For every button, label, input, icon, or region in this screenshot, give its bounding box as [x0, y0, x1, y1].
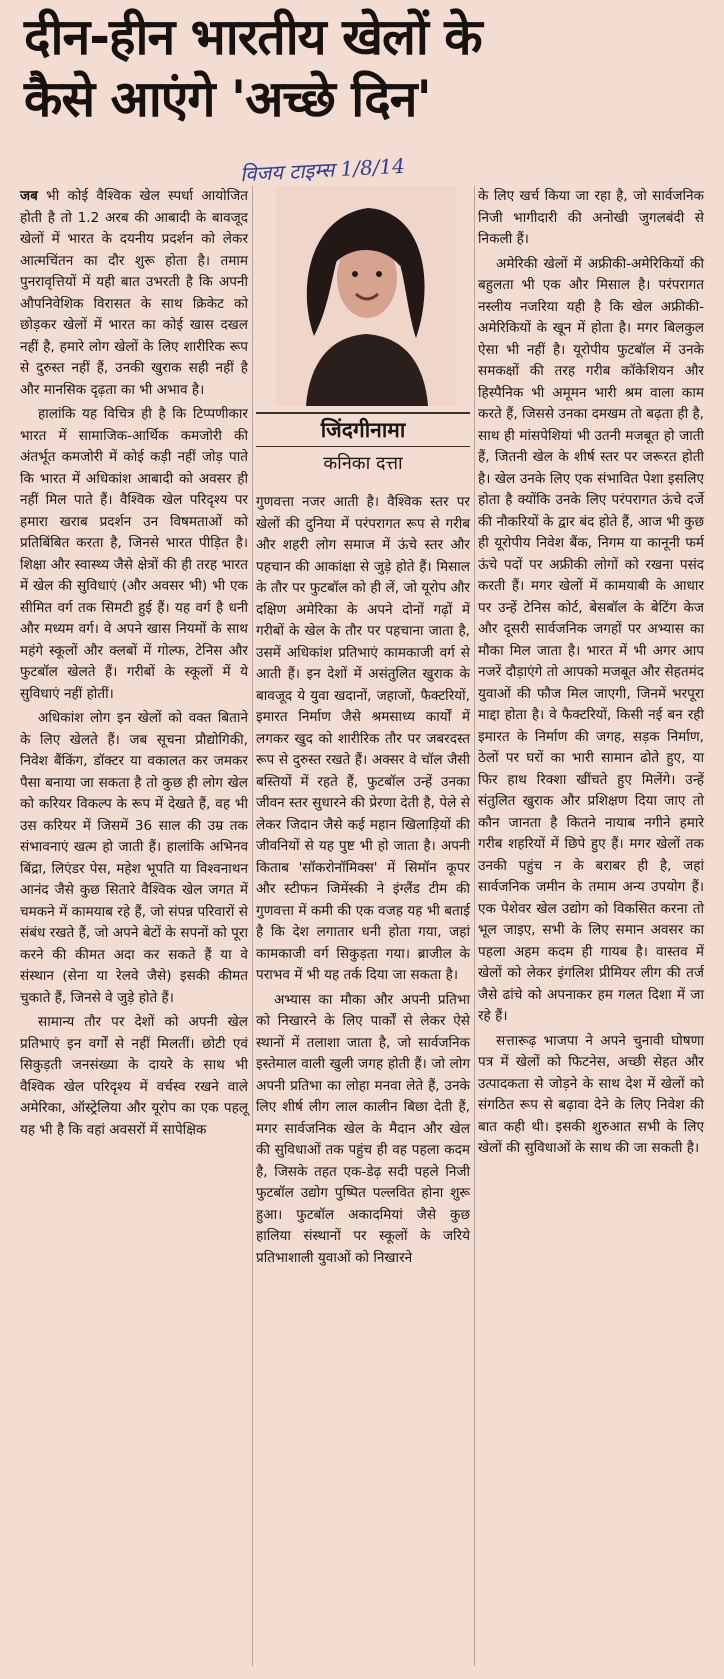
handwritten-annotation: विजय टाइम्स 1/8/14 — [239, 153, 406, 187]
paragraph: गुणवत्ता नजर आती है। वैश्विक स्तर पर खेलों की दुनिया में परंपरागत रूप से गरीब और शहरी लोग समाज में ऊंचे स्तर और पहचान की आकांक्षा से जुड़े होते हैं। मिसाल के तौर पर फुटबॉल को ही लें, जो यूरोप और दक्षिण अमेरिका के अपने दोनों गढ़ों में गरीबों के खेल के तौर पर पहचाना जाता है, उसमें अधिकांश प्रतिभाएं कामकाजी वर्ग से आती हैं। इन देशों में असंतुलित खुराक के बावजूद ये युवा खदानों, जहाजों, फैक्टरियों, इमारत निर्माण जैसे श्रमसाध्य कार्यों में लगकर खुद को शारीरिक तौर पर जबरदस्त रूप से दुरुस्त रखते हैं। अक्सर वे चॉल जैसी बस्तियों में रहते हैं, फुटबॉल उन्हें उनका जीवन स्तर सुधारने की प्रेरणा देती है, पेले से लेकर जिदान जैसे कई महान खिलाड़ियों की जीवनियों से यह पुष्ट भी हो जाता है। अपनी किताब 'सॉकरोनॉमिक्स' में सिमॉन कूपर और स्टीफन जिमेंस्की ने इंग्लैंड टीम की गुणवत्ता में कमी की एक वजह यह भी बताई है कि देश लगातार धनी होता गया, जहां कामकाजी वर्ग सिकुड़ता गया। ब्राजील के पराभव में भी यह तर्क दिया जा सकता है। — [256, 494, 470, 983]
portrait-photo-icon — [276, 186, 456, 406]
column-divider — [474, 186, 475, 1666]
article-headline — [24, 6, 704, 130]
article-column-1 — [20, 186, 248, 1144]
author-name: कनिका दत्ता — [323, 453, 403, 474]
paragraph: जब भी कोई वैश्विक खेल स्पर्धा आयोजित होती है तो 1.2 अरब की आबादी के बावजूद खेलों में भारत के दयनीय प्रदर्शन को लेकर आत्मचिंतन का दौर शुरू होता है। तमाम पुनरावृत्तियों में यही बात उभरती है कि अपनी औपनिवेशिक विरासत के साथ क्रिकेट को छोड़कर खेलों में भारत का कोई खास दखल नहीं है, हमारे लोग खेलों के लिए शारीरिक रूप से दुरुस्त नहीं हैं, उनकी खुराक सही नहीं है और मानसिक दृढ़ता का भी अभाव है। — [20, 188, 248, 398]
paragraph: सामान्य तौर पर देशों को अपनी खेल प्रतिभाएं इन वर्गों से नहीं मिलतीं। छोटी एवं सिकुड़ती जनसंख्या के दायरे के साथ भी वैश्विक खेल परिदृश्य में वर्चस्व रखने वाले अमेरिका, ऑस्ट्रेलिया और यूरोप का एक पहलू यह भी है कि वहां अवसरों में सापेक्षिक — [20, 1014, 248, 1138]
headline-line-2: कैसे आएंगे 'अच्छे दिन' — [24, 70, 431, 128]
paragraph: हालांकि यह विचित्र ही है कि टिप्पणीकार भारत में सामाजिक-आर्थिक कमजोरी की अंतर्भूत कमजोरी में कोई कड़ी नहीं जोड़ पाते कि भारत में अधिकांश आबादी को अवसर ही नहीं मिल पाते हैं। वैश्विक खेल परिदृश्य पर हमारा खराब प्रदर्शन उन विषमताओं को प्रतिबिंबित करता है, जिनसे भारत पीड़ित है। शिक्षा और स्वास्थ्य जैसे क्षेत्रों की ही तरह भारत में खेल की सुविधाएं (और अवसर भी) भी एक सीमित वर्ग तक सिमटी हुई हैं। यह वर्ग है धनी और मध्यम वर्ग। वे अपने खास नियमों के साथ महंगे स्कूलों और क्लबों में गोल्फ, टेनिस और फुटबॉल खेलते हैं। गरीबों के स्कूलों में ये सुविधाएं नहीं होतीं। — [20, 406, 248, 702]
article-column-2 — [256, 492, 470, 1272]
author-photo — [276, 186, 456, 406]
article-column-3 — [478, 186, 704, 1163]
paragraph: के लिए खर्च किया जा रहा है, जो सार्वजनिक निजी भागीदारी की अनोखी जुगलबंदी से निकली हैं। — [478, 188, 704, 247]
column-name: जिंदगीनामा — [256, 414, 470, 447]
column-divider — [252, 186, 253, 1666]
paragraph: अभ्यास का मौका और अपनी प्रतिभा को निखारने के लिए पार्कों से लेकर ऐसे स्थानों में तलाशा जाता है, जो सार्वजनिक इस्तेमाल वाली खुली जगह होती हैं। जो लोग अपनी प्रतिभा का लोहा मनवा लेते हैं, उनके लिए शीर्ष लीग लाल कालीन बिछा देती हैं, मगर सार्वजनिक खेल के मैदान और खेल की सुविधाओं तक पहुंच ही वह पहला कदम है, जिसके तहत एक-डेढ़ सदी पहले निजी फुटबॉल उद्योग पुष्पित पल्लवित होना शुरू हुआ। फुटबॉल अकादमियां जैसे कुछ हालिया संस्थानों पर स्कूलों के जरिये प्रतिभाशाली युवाओं को निखारने — [256, 991, 470, 1266]
drop-word: जब — [20, 188, 38, 204]
column-byline — [256, 412, 470, 481]
paragraph: सत्तारूढ़ भाजपा ने अपने चुनावी घोषणा पत्र में खेलों को फिटनेस, अच्छी सेहत और उत्पादकता से जोड़ने के साथ देश में खेलों को संगठित रूप से बढ़ावा देने के लिए निवेश की बात कही थी। इसकी शुरुआत सभी के लिए खेलों की सुविधाओं के साथ की जा सकती है। — [478, 1032, 704, 1156]
paragraph: अमेरिकी खेलों में अफ्रीकी-अमेरिकियों की बहुलता भी एक और मिसाल है। परंपरागत नस्लीय नजरिया यही है कि खेल अफ्रीकी-अमेरिकियों के खून में होता है। मगर बिलकुल ऐसा भी नहीं है। यूरोपीय फुटबॉल में उनके समकक्षों की तरह गरीब कॉकेशियन और हिस्पैनिक भी अमूमन भारी श्रम वाला काम करते हैं, जिससे उनका दमखम तो बढ़ता ही है, साथ ही मांसपेशियां भी उतनी मजबूत हो जाती हैं, जितनी खेल के शीर्ष स्तर पर जरूरत होती है। खेल उनके लिए एक संभावित पेशा इसलिए होता है क्योंकि उनके लिए परंपरागत ऊंचे दर्जे की नौकरियों के द्वार बंद होते हैं, आज भी कुछ ही यूरोपीय निवेश बैंक, निगम या कानूनी फर्म ऊंचे पदों पर अफ्रीकी लोगों को रखना पसंद करती हैं। मगर खेलों में कामयाबी के आधार पर उन्हें टेनिस कोर्ट, बेसबॉल के बेटिंग केज और दूसरी सार्वजनिक जगहों पर अभ्यास का मौका मिल जाता है। भारत में भी अगर आप नजरें दौड़ाएंगे तो आपको मजबूत और सेहतमंद युवाओं की फौज मिल जाएगी, जिनमें भरपूरा माद्दा होता है। वे फैक्टरियों, किसी नई बन रही इमारत के निर्माण की जगह, सड़क निर्माण, ठेलों पर घरों का भारी सामान ढोते हुए, या फिर हाथ रिक्शा खींचते हुए मिलेंगे। उन्हें संतुलित खुराक और प्रशिक्षण दिया जाए तो कौन जानता है कितने नायाब नगीने हमारे गरीब शहरियों में छिपे हुए हैं। मगर खेलों तक उनकी पहुंच न के बराबर ही है, जहां सार्वजनिक जमीन के तमाम अन्य उपयोग हैं। एक पेशेवर खेल उद्योग को विकसित करना तो भूल जाइए, सभी के लिए समान अवसर का पहला अहम कदम ही गायब है। वास्तव में खेलों को लेकर इंगलिश प्रीमियर लीग की तर्ज जैसे ढांचे को अपनाकर हम गलत दिशा में जा रहे हैं। — [478, 255, 704, 1024]
headline-line-1: दीन-हीन भारतीय खेलों के — [24, 8, 482, 66]
paragraph: अधिकांश लोग इन खेलों को वक्त बिताने के लिए खेलते हैं। जब सूचना प्रौद्योगिकी, निवेश बैंकिंग, डॉक्टर या वकालत कर जमकर पैसा बनाया जा सकता है तो कुछ ही लोग खेल को करियर विकल्प के रूप में देखते हैं, वह भी उस करियर में जिसमें 36 साल की उम्र तक संभावनाएं खत्म हो जाती हैं। हालांकि अभिनव बिंद्रा, लिएंडर पेस, महेश भूपति या विश्वनाथन आनंद जैसे कुछ सितारे वैश्विक खेल जगत में चमकने में कामयाब रहे हैं, जो संपन्न परिवारों से संबंध रखते हैं, जो अपने बेटों के सपनों को पूरा करने की कीमत अदा कर सकते हैं या वे संस्थान (सेना या रेलवे जैसे) इसकी कीमत चुकाते हैं, जिनसे वे जुड़े होते हैं। — [20, 710, 248, 1006]
